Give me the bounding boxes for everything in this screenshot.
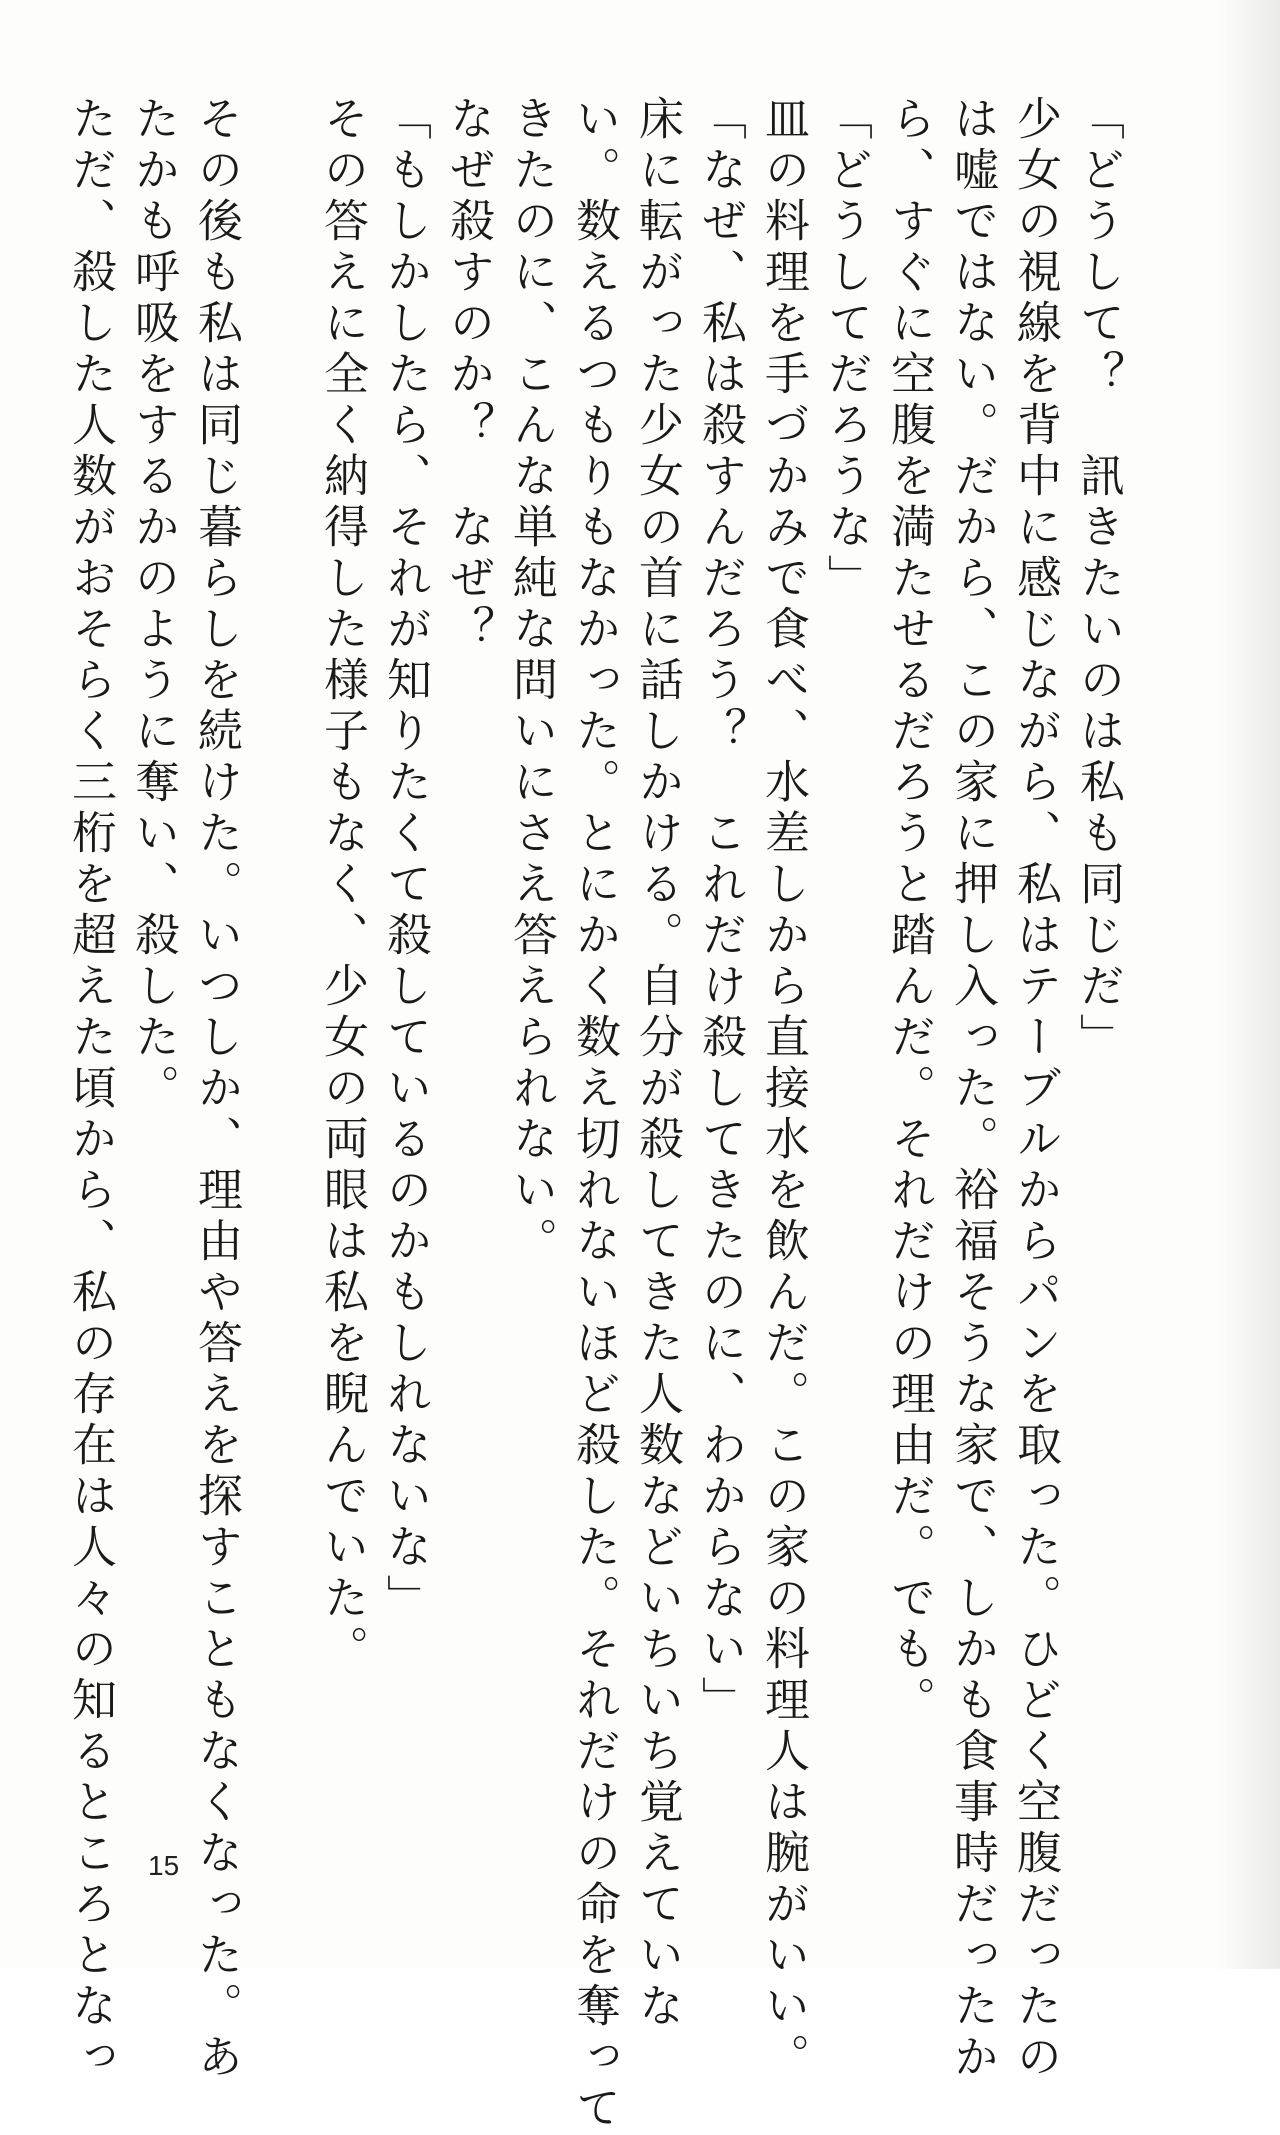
text-line-4: ら、すぐに空腹を満たせるだろうと踏んだ。それだけの理由だ。でも。 [883,95,936,1727]
text-line-16: ただ、殺した人数がおそらく三桁を超えた頃から、私の存在は人々の知るところとなっ [64,95,117,2084]
text-line-1: 「どうして？ 訊きたいのは私も同じだ」 [1072,95,1125,1064]
text-line-7: 「なぜ、私は殺すんだろう？ これだけ殺してきたのに、わからない」 [694,95,747,1727]
text-line-14: その後も私は同じ暮らしを続けた。いつしか、理由や答えを探すこともなくなった。あ [190,95,243,2084]
text-line-15: たかも呼吸をするかのように奪い、殺した。 [127,95,180,1115]
text-line-13: その答えに全く納得した様子もなく、少女の両眼は私を睨んでいた。 [316,95,369,1676]
text-line-8: 床に転がった少女の首に話しかける。自分が殺してきた人数などいちいち覚えていな [631,95,684,2033]
text-line-5: 「どうしてだろうな」 [820,95,873,605]
text-line-9: い。数えるつもりもなかった。とにかく数え切れないほど殺した。それだけの命を奪って [568,95,621,2135]
section-break [248,95,311,1655]
text-line-12: 「もしかしたら、それが知りたくて殺しているのかもしれないな」 [379,95,432,1625]
text-line-6: 皿の料理を手づかみで食べ、水差しから直接水を飲んだ。この家の料理人は腕がいい。 [757,95,810,2084]
page-number: 15 [148,1850,180,1881]
text-line-2: 少女の視線を背中に感じながら、私はテーブルからパンを取った。ひどく空腹だったの [1009,95,1062,2084]
text-line-3: は嘘ではない。だから、この家に押し入った。裕福そうな家で、しかも食事時だったか [946,95,999,2084]
page-gutter-shadow [1220,0,1280,1969]
text-line-11: なぜ殺すのか？ なぜ？ [442,95,495,656]
text-line-10: きたのに、こんな単純な問いにさえ答えられない。 [505,95,558,1268]
